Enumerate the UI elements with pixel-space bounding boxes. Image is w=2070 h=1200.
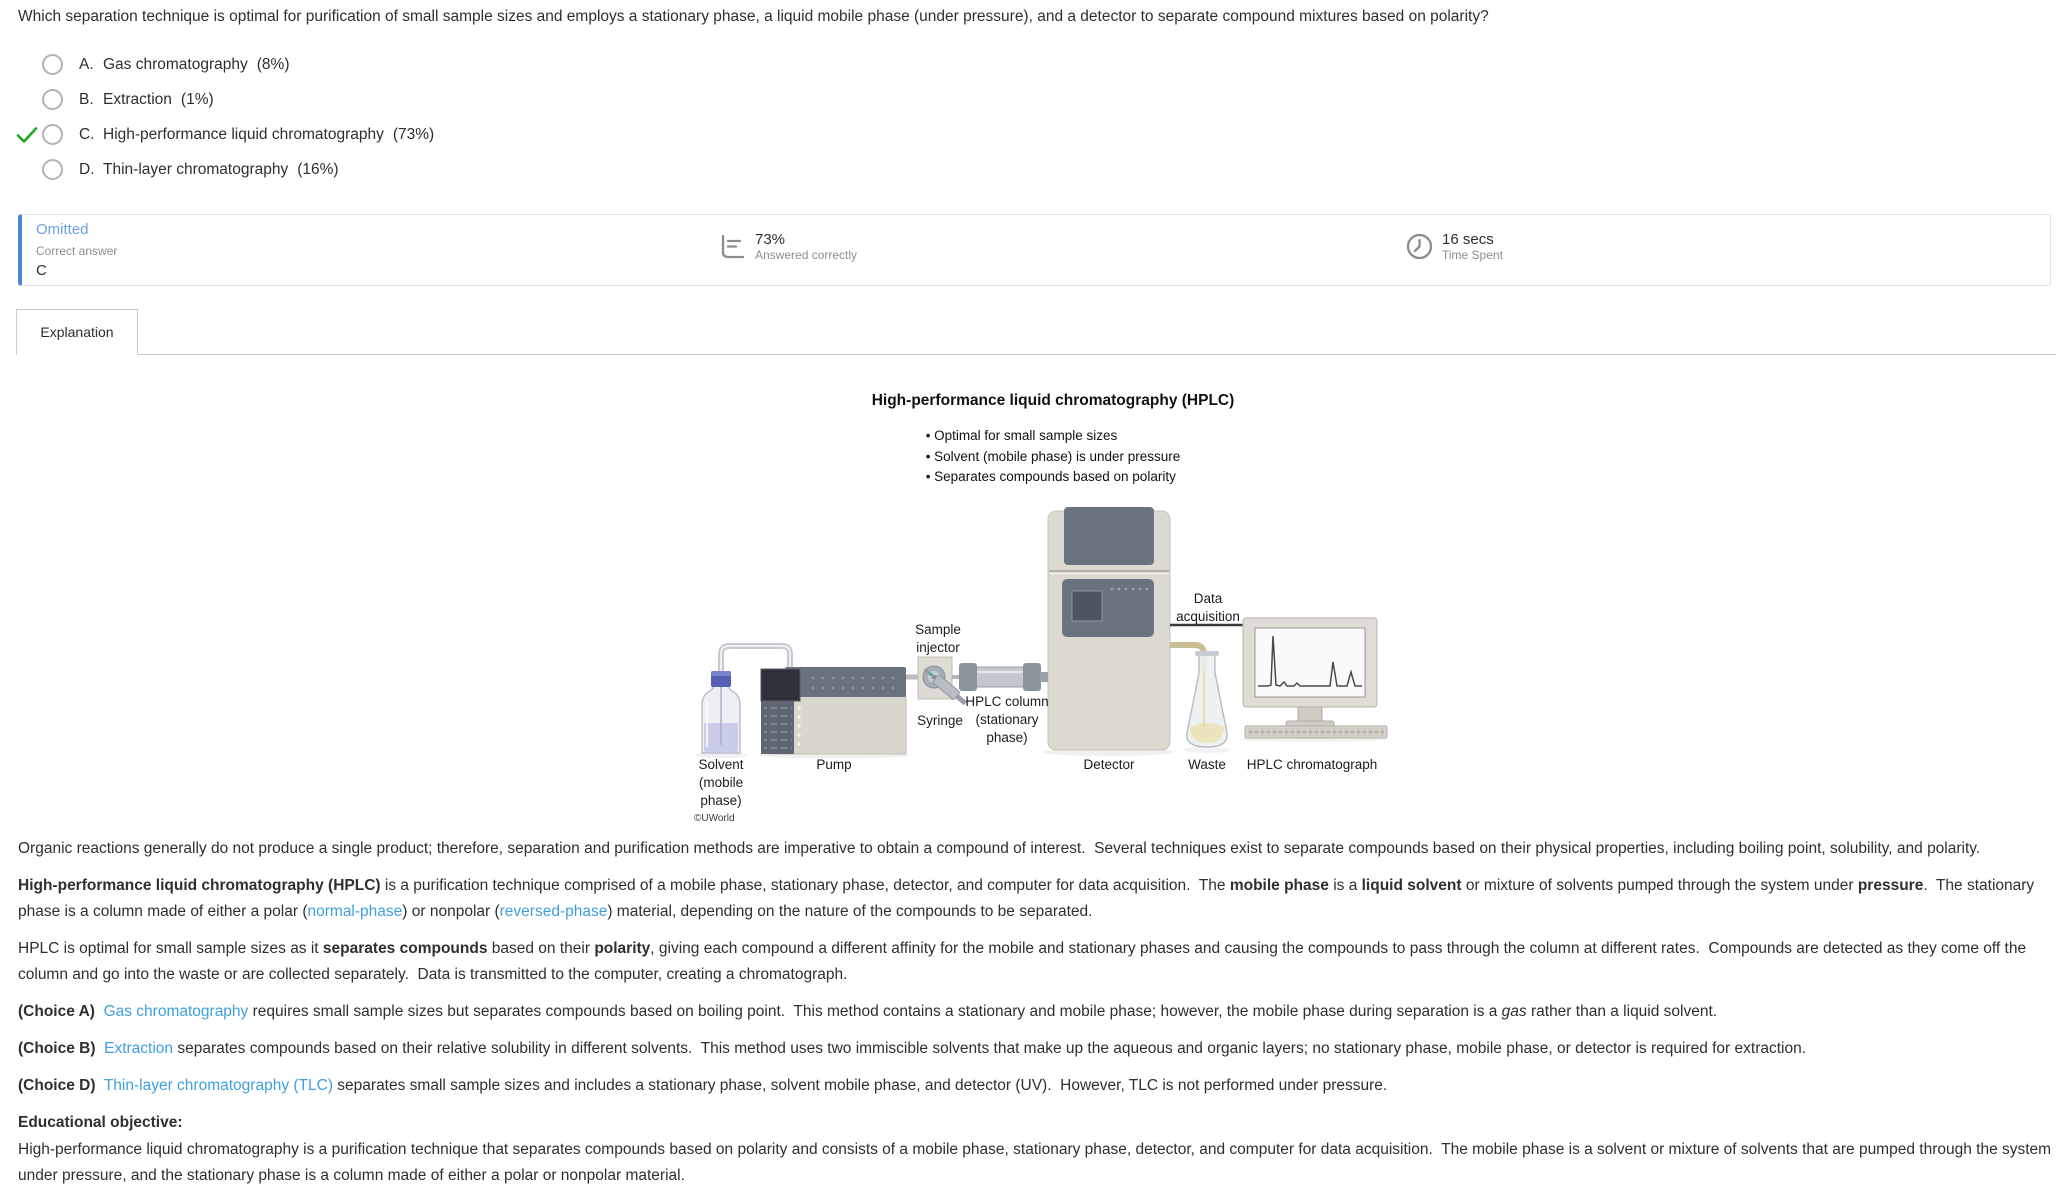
radio-button-a[interactable]	[42, 54, 63, 75]
diagram-label-pump: Pump	[816, 757, 852, 772]
answered-correctly-stat	[719, 231, 857, 263]
figure-head	[18, 392, 2070, 488]
diagram-label-data-acquisition: acquisition	[1176, 609, 1240, 624]
diagram-label-hplc-column: (stationary	[975, 712, 1039, 727]
explanation-choice-a: (Choice A) Gas chromatography requires small sample sizes but separates compounds based on boiling point. This method contains a stationary and mobile phase; however, the mobile phase during separation is a gas rather than a liquid solvent.	[18, 1003, 1718, 1020]
option-letter: A.	[79, 55, 94, 73]
radio-button-c[interactable]	[42, 124, 63, 145]
explanation-choice-b: (Choice B) Extraction separates compounds based on their relative solubility in different solvents. This method uses two immiscible solvents that make up the aqueous and organic layers; no stationary phase, mobile phase, or detector is required for extraction.	[18, 1040, 1807, 1057]
figure-bullet: • Solvent (mobile phase) is under pressure	[925, 448, 1181, 464]
option-letter: B.	[79, 90, 94, 108]
option-percent: (8%)	[256, 55, 290, 73]
option-letter: D.	[79, 160, 95, 178]
tab-strip	[16, 309, 2056, 355]
option-label: High-performance liquid chromatography	[103, 125, 384, 143]
bar-chart-icon	[719, 233, 746, 260]
explanation-paragraph-3: HPLC is optimal for small sample sizes as it separates compounds based on their polarity, giving each compound a different affinity for the mobile and stationary phases and causing the compounds to pass through the column at different rates. Compounds are detected as they come off the column and go into the waste or are collected separately. Data is transmitted to the computer, creating a chromatograph.	[18, 940, 2031, 983]
keyboard	[1245, 726, 1387, 738]
tab-explanation[interactable]: Explanation	[16, 309, 138, 355]
check-slot	[16, 54, 42, 76]
answered-label: Answered correctly	[755, 248, 858, 262]
question-text: Which separation technique is optimal for purification of small sample sizes and employs a stationary phase, a liquid mobile phase (under pressure), and a detector to separate compound mixtures based on polarity?	[18, 8, 1489, 25]
clock-icon	[1406, 233, 1433, 260]
correct-answer-label: Correct answer	[36, 244, 118, 258]
educational-objective-heading: Educational objective:	[18, 1114, 183, 1131]
diagram-label-chromatograph: HPLC chromatograph	[1246, 757, 1378, 772]
diagram-label-hplc-column: HPLC column	[965, 694, 1049, 709]
educational-objective-text: High-performance liquid chromatography is a purification technique that separates compounds based on polarity and consists of a mobile phase, stationary phase, detector, and computer for data acquisition. The mobile phase is a solvent or mixture of solvents that are pumped through the system under pressure, and the stationary phase is a column made of either a polar or nonpolar material.	[18, 1141, 2056, 1184]
answer-option-d[interactable]	[16, 152, 434, 187]
inline-link[interactable]: Gas chromatography	[103, 1003, 249, 1020]
hplc-column	[952, 663, 1050, 691]
check-slot	[16, 89, 42, 111]
answer-option-b[interactable]	[16, 82, 434, 117]
figure-bullets	[926, 426, 1181, 488]
diagram-label-hplc-column: phase)	[986, 730, 1028, 745]
inline-link[interactable]: Extraction	[104, 1040, 174, 1057]
option-percent: (73%)	[392, 125, 435, 143]
waste-flask	[1170, 645, 1227, 747]
explanation-paragraph-2: High-performance liquid chromatography (HPLC) is a purification technique comprised of a mobile phase, stationary phase, detector, and computer for data acquisition. The mobile phase is a liquid solvent or mixture of solvents pumped through the system under pressure. The stationary phase is a column made of either a polar (normal-phase) or nonpolar (reversed-phase) material, depending on the nature of the compounds to be separated.	[18, 877, 2039, 920]
answer-option-a[interactable]	[16, 47, 434, 82]
time-value: 16 secs	[1442, 231, 1494, 248]
answer-options	[16, 47, 434, 187]
solvent-bottle	[702, 671, 740, 753]
diagram-label-sample-injector: Sample	[915, 622, 961, 637]
option-percent: (16%)	[297, 160, 339, 178]
option-label: Thin-layer chromatography	[103, 160, 289, 178]
correct-check-icon	[16, 124, 42, 146]
diagram-label-solvent: (mobile	[698, 775, 744, 790]
diagram-label-solvent: phase)	[700, 793, 742, 808]
monitor	[1243, 618, 1377, 726]
hplc-diagram	[690, 505, 1410, 835]
inline-link[interactable]: Thin-layer chromatography (TLC)	[103, 1077, 333, 1094]
explanation-paragraph-1: Organic reactions generally do not produce a single product; therefore, separation and purification methods are imperative to obtain a compound of interest. Several techniques exist to separate compounds based on their physical properties, including boiling point, solubility, and polarity.	[18, 840, 1981, 857]
radio-button-b[interactable]	[42, 89, 63, 110]
explanation-body	[18, 836, 2054, 1189]
figure-title: High-performance liquid chromatography (HPLC)	[871, 392, 1235, 409]
result-status	[36, 221, 117, 280]
pump	[761, 667, 906, 754]
correct-answer-value: C	[36, 262, 47, 279]
time-spent-stat	[1406, 231, 1503, 263]
status-badge: Omitted	[36, 221, 89, 238]
figure-bullet: • Optimal for small sample sizes	[925, 428, 1118, 443]
option-label: Extraction	[103, 90, 172, 108]
option-percent: (1%)	[180, 90, 214, 108]
option-letter: C.	[79, 125, 95, 143]
diagram-label-syringe: Syringe	[917, 713, 963, 728]
answered-percent: 73%	[755, 231, 786, 248]
diagram-label-solvent: Solvent	[698, 757, 744, 772]
diagram-label-sample-injector: injector	[916, 640, 960, 655]
diagram-label-data-acquisition: Data	[1193, 591, 1223, 606]
radio-button-d[interactable]	[42, 159, 63, 180]
diagram-label-detector: Detector	[1083, 757, 1135, 772]
inline-link[interactable]: normal-phase	[307, 903, 403, 920]
diagram-label-waste: Waste	[1188, 757, 1226, 772]
time-label: Time Spent	[1442, 248, 1503, 262]
inline-link[interactable]: reversed-phase	[499, 903, 608, 920]
explanation-choice-d: (Choice D) Thin-layer chromatography (TLC) separates small sample sizes and includes a stationary phase, solvent mobile phase, and detector (UV). However, TLC is not performed under pressure.	[18, 1077, 1388, 1094]
detector	[1040, 507, 1170, 750]
figure-bullet: • Separates compounds based on polarity	[925, 469, 1176, 484]
option-label: Gas chromatography	[103, 55, 248, 73]
answer-option-c[interactable]	[16, 117, 434, 152]
result-summary-card	[18, 214, 2051, 286]
check-slot	[16, 159, 42, 181]
uworld-copyright: ©UWorld	[694, 813, 735, 824]
